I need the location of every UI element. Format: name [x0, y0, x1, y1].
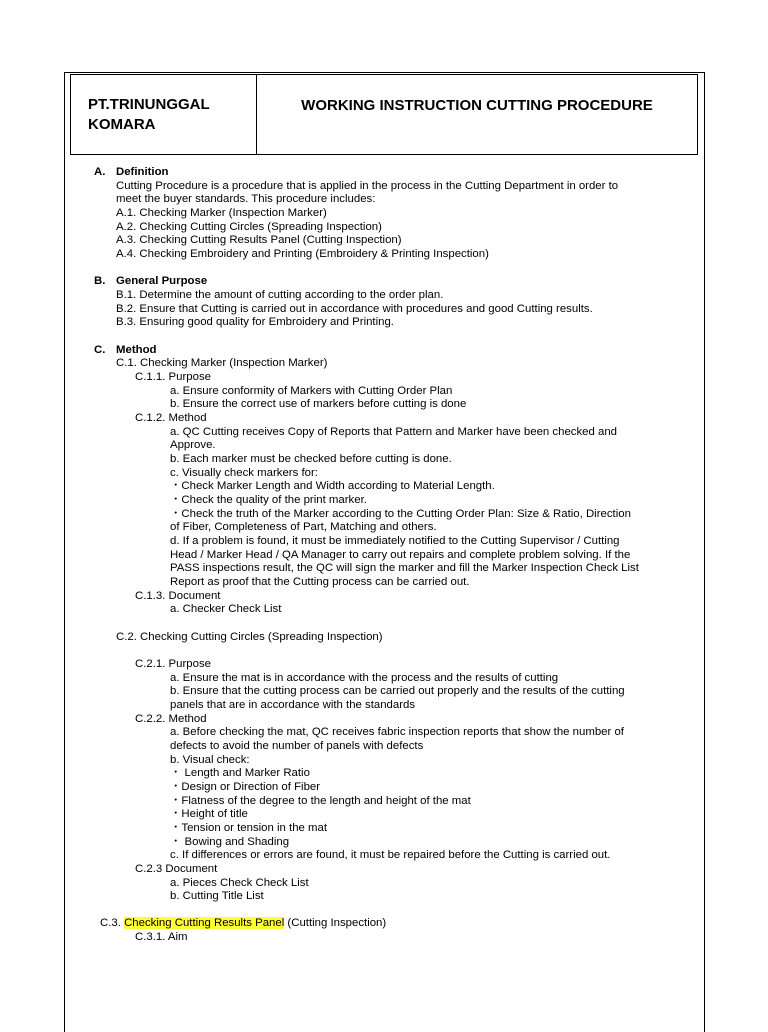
text-line: of Fiber, Completeness of Part, Matching and others. [170, 521, 437, 533]
text-line: C.2. Checking Cutting Circles (Spreading Inspection) [116, 631, 383, 643]
section-c-letter: C. [94, 344, 106, 356]
text-line: a. Before checking the mat, QC receives fabric inspection reports that show the number of [170, 726, 624, 738]
text-line: ・Check the quality of the print marker. [170, 494, 367, 506]
text-line: a. QC Cutting receives Copy of Reports that Pattern and Marker have been checked and [170, 426, 618, 438]
document-title: WORKING INSTRUCTION CUTTING PROCEDURE [301, 97, 653, 114]
document-header [70, 74, 698, 155]
text-line: b. Cutting Title List [170, 890, 264, 902]
text-line: C.1.3. Document [135, 590, 221, 602]
text-line: Report as proof that the Cutting process can be carried out. [170, 576, 470, 588]
text-line: defects to avoid the number of panels with defects [170, 740, 424, 752]
text-line: C.2.2. Method [135, 713, 207, 725]
company-name-line1: PT.TRINUNGGAL [88, 95, 210, 113]
text-line: c. Visually check markers for: [170, 467, 318, 479]
text-line: a. Checker Check List [170, 603, 282, 615]
text-line: A.4. Checking Embroidery and Printing (Embroidery & Printing Inspection) [116, 248, 489, 260]
text-line: a. Pieces Check Check List [170, 877, 309, 889]
text-line: a. Ensure conformity of Markers with Cutting Order Plan [170, 385, 453, 397]
text-line: Approve. [170, 439, 216, 451]
text-line: B.2. Ensure that Cutting is carried out in accordance with procedures and good Cutting results. [116, 303, 593, 315]
text-line: ・Height of title [170, 808, 248, 820]
text-line: c. If differences or errors are found, it must be repaired before the Cutting is carried out. [170, 849, 611, 861]
text-line [100, 917, 386, 931]
company-name-line2: KOMARA [88, 115, 156, 133]
text-line: B.1. Determine the amount of cutting according to the order plan. [116, 289, 444, 301]
text-line: b. Ensure that the cutting process can be carried out properly and the results of the cutting [170, 685, 625, 697]
text-line: ・ Bowing and Shading [170, 836, 290, 848]
section-b-letter: B. [94, 275, 106, 287]
text-line: d. If a problem is found, it must be immediately notified to the Cutting Supervisor / Cutting [170, 535, 620, 547]
text-line: b. Visual check: [170, 754, 250, 766]
text-line: Head / Marker Head / QA Manager to carry out repairs and complete problem solving. If the [170, 549, 631, 561]
text-line: ・Tension or tension in the mat [170, 822, 328, 834]
section-c-heading: Method [116, 344, 157, 356]
text-line: b. Each marker must be checked before cutting is done. [170, 453, 452, 465]
text-line: meet the buyer standards. This procedure includes: [116, 193, 376, 205]
company-name [71, 75, 257, 154]
text-line: ・Check the truth of the Marker according to the Cutting Order Plan: Size & Ratio, Direction [170, 508, 631, 520]
text-line: panels that are in accordance with the standards [170, 699, 416, 711]
text-line: C.2.1. Purpose [135, 658, 211, 670]
text-line: a. Ensure the mat is in accordance with the process and the results of cutting [170, 672, 559, 684]
text-line: ・Check Marker Length and Width according to Material Length. [170, 480, 495, 492]
section-a-letter: A. [94, 166, 106, 178]
text-line: A.3. Checking Cutting Results Panel (Cutting Inspection) [116, 234, 402, 246]
highlighted-text: Checking Cutting Results Panel [124, 917, 285, 929]
text-line: A.2. Checking Cutting Circles (Spreading Inspection) [116, 221, 382, 233]
text-line: ・ Length and Marker Ratio [170, 767, 310, 779]
text-line: ・Design or Direction of Fiber [170, 781, 321, 793]
text-line: C.1.1. Purpose [135, 371, 211, 383]
section-c3-label: C.3. [100, 917, 121, 929]
text-line: B.3. Ensuring good quality for Embroidery and Printing. [116, 316, 394, 328]
text-line: C.3.1. Aim [135, 931, 188, 943]
section-b-heading: General Purpose [116, 275, 208, 287]
text-line: b. Ensure the correct use of markers before cutting is done [170, 398, 467, 410]
text-line: ・Flatness of the degree to the length and height of the mat [170, 795, 471, 807]
text-line: C.2.3 Document [135, 863, 218, 875]
text-line: A.1. Checking Marker (Inspection Marker) [116, 207, 327, 219]
text-line: C.1. Checking Marker (Inspection Marker) [116, 357, 328, 369]
section-c3-suffix: (Cutting Inspection) [287, 917, 387, 929]
text-line: PASS inspections result, the QC will sign the marker and fill the Marker Inspection Check List [170, 562, 639, 574]
section-a-heading: Definition [116, 166, 169, 178]
text-line: C.1.2. Method [135, 412, 207, 424]
text-line: Cutting Procedure is a procedure that is applied in the process in the Cutting Department in order to [116, 180, 619, 192]
